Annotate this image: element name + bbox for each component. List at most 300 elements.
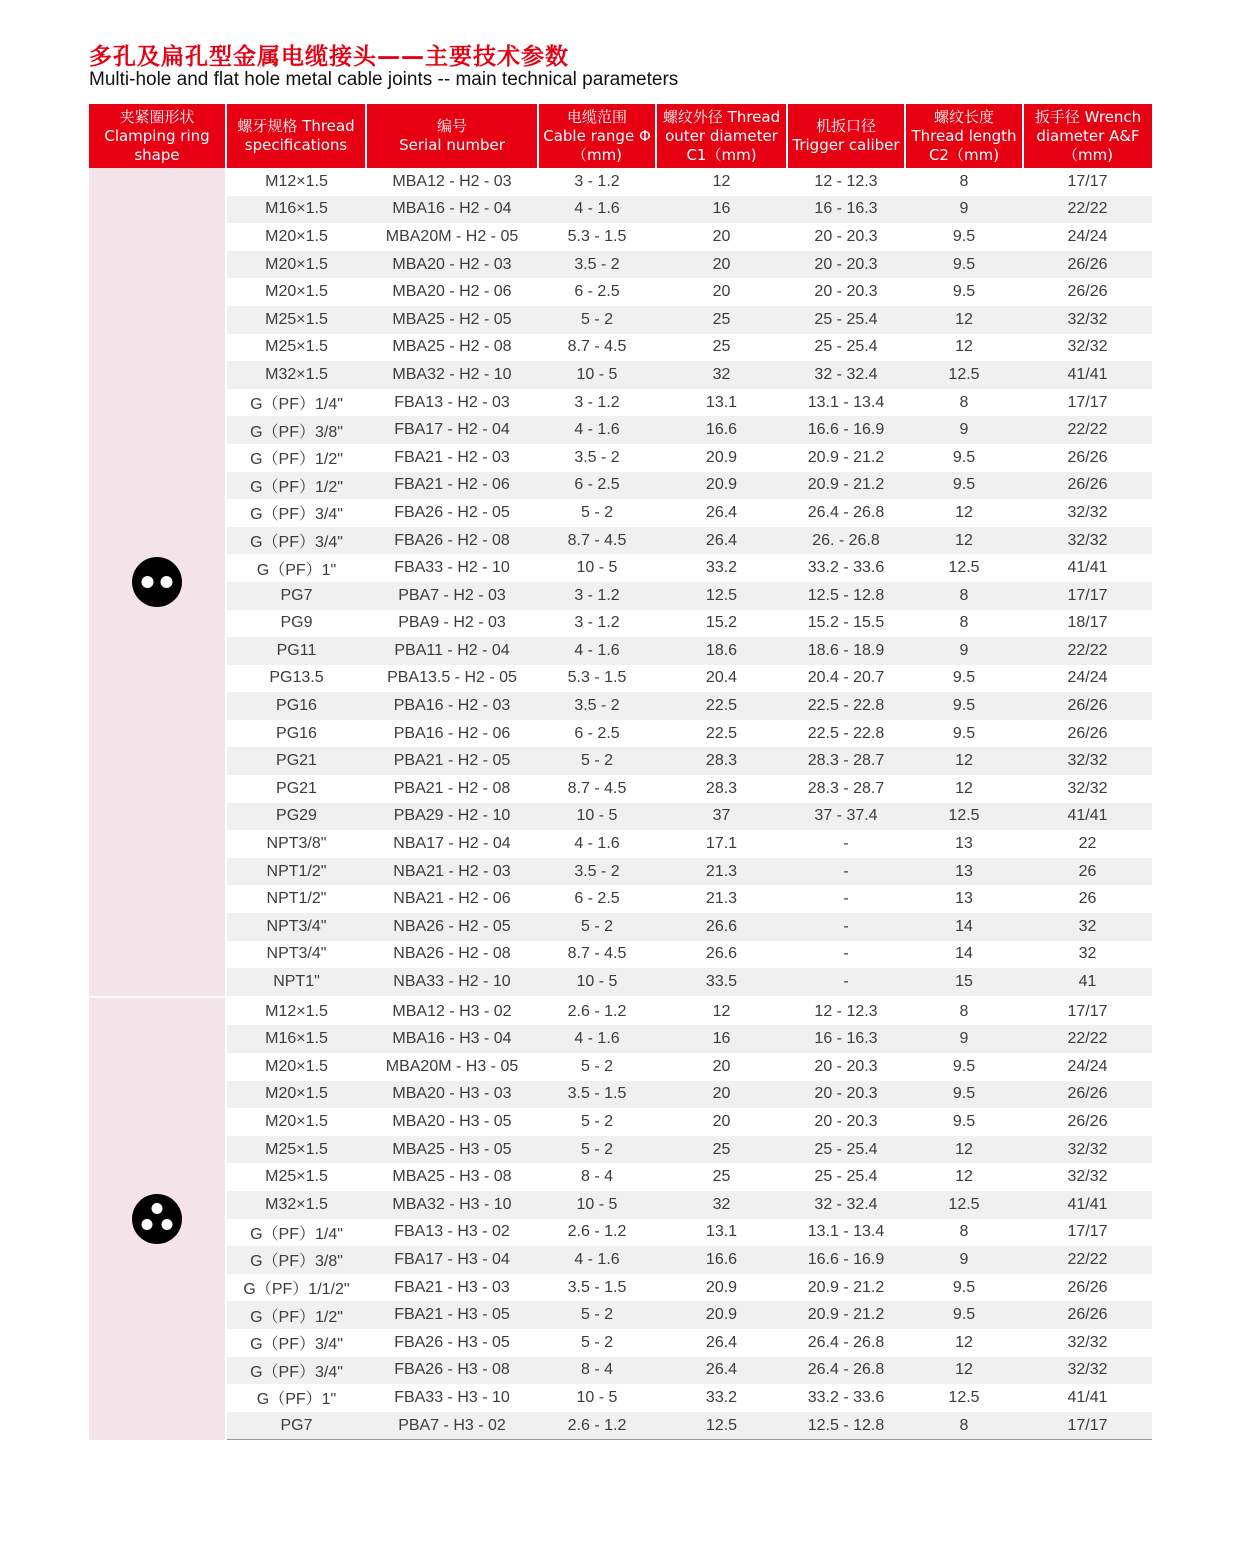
serial-number-cell: FBA26 - H2 - 08 (366, 527, 538, 555)
table-row (89, 747, 1152, 775)
cable-range-cell: 3.5 - 1.5 (538, 1081, 656, 1109)
outer-diameter-cell: 16 (656, 1025, 787, 1053)
cable-range-cell: 3.5 - 2 (538, 251, 656, 279)
wrench-diameter-cell: 17/17 (1023, 1412, 1152, 1440)
outer-diameter-cell: 20 (712, 1057, 731, 1075)
serial-number-cell: MBA32 - H3 - 10 (366, 1191, 538, 1219)
thread-spec-cell: NPT3/8" (266, 835, 327, 853)
outer-diameter-cell: 18.6 (656, 637, 787, 665)
table-row (89, 1301, 1152, 1329)
serial-number-cell: MBA25 - H2 - 08 (392, 338, 512, 356)
serial-number-cell: PBA9 - H2 - 03 (398, 614, 506, 632)
outer-diameter-cell: 20.4 (705, 669, 738, 687)
serial-number-cell: PBA21 - H2 - 05 (366, 747, 538, 775)
thread-spec-cell: NPT1" (226, 968, 366, 997)
outer-diameter-cell: 37 (656, 803, 787, 831)
serial-number-cell: NBA26 - H2 - 08 (393, 945, 511, 963)
cable-range-cell: 8.7 - 4.5 (567, 338, 627, 356)
trigger-caliber-cell: 20 - 20.3 (814, 227, 878, 245)
three-hole-icon (89, 1193, 225, 1245)
serial-number-cell: MBA20 - H2 - 03 (366, 251, 538, 279)
trigger-caliber-cell: 37 - 37.4 (787, 803, 905, 831)
table-row (89, 968, 1152, 997)
trigger-caliber-cell: 16 - 16.3 (787, 196, 905, 224)
table-row (89, 1219, 1152, 1247)
serial-number-cell: FBA33 - H2 - 10 (394, 559, 510, 577)
cable-range-cell: 5 - 2 (580, 1333, 613, 1351)
trigger-caliber-cell: 12 - 12.3 (787, 997, 905, 1026)
thread-length-cell: 9 (905, 196, 1023, 224)
trigger-caliber-cell: 22.5 - 22.8 (807, 724, 885, 742)
table-row (89, 1412, 1152, 1440)
serial-number-cell: FBA26 - H3 - 05 (394, 1333, 510, 1351)
cable-range-cell: 5 - 2 (580, 1057, 613, 1075)
thread-length-cell: 12 (905, 747, 1023, 775)
trigger-caliber-cell: 32 - 32.4 (787, 361, 905, 389)
outer-diameter-cell: 20.9 (705, 1278, 738, 1296)
wrench-diameter-cell: 22/22 (1023, 1025, 1152, 1053)
wrench-diameter-cell: 26/26 (1067, 1278, 1108, 1296)
thread-length-cell: 8 (959, 172, 969, 190)
table-row (89, 941, 1152, 969)
thread-spec-cell: G（PF）3/4" (226, 1357, 366, 1385)
table-row (89, 997, 1152, 1026)
thread-spec-cell: M25×1.5 (226, 1136, 366, 1164)
thread-spec-cell: M20×1.5 (265, 1057, 328, 1075)
outer-diameter-cell: 22.5 (705, 724, 738, 742)
shape-cell (89, 168, 226, 997)
wrench-diameter-cell: 26/26 (1067, 1112, 1108, 1130)
serial-number-cell: PBA16 - H2 - 06 (393, 724, 511, 742)
table-row (89, 1246, 1152, 1274)
trigger-caliber-cell: - (787, 968, 905, 997)
wrench-diameter-cell: 32/32 (1023, 527, 1152, 555)
thread-length-cell: 9.5 (952, 669, 976, 687)
thread-length-cell: 14 (955, 945, 973, 963)
cable-range-cell: 8.7 - 4.5 (567, 779, 627, 797)
trigger-caliber-cell: 25 - 25.4 (814, 1168, 878, 1186)
trigger-caliber-cell: 26.4 - 26.8 (787, 1357, 905, 1385)
cable-range-cell: 10 - 5 (576, 559, 618, 577)
wrench-diameter-cell: 32/32 (1067, 503, 1108, 521)
table-header-row (89, 104, 1152, 168)
outer-diameter-cell: 13.1 (705, 1223, 738, 1241)
thread-spec-cell: PG16 (226, 692, 366, 720)
thread-spec-cell: M25×1.5 (265, 338, 328, 356)
thread-length-cell: 15 (905, 968, 1023, 997)
table-row (89, 692, 1152, 720)
trigger-caliber-cell: 20 - 20.3 (814, 283, 878, 301)
outer-diameter-cell: 16.6 (656, 1246, 787, 1274)
cable-range-cell: 4 - 1.6 (538, 1246, 656, 1274)
wrench-diameter-cell: 41/41 (1023, 803, 1152, 831)
table-row (89, 720, 1152, 748)
trigger-caliber-cell: 13.1 - 13.4 (807, 1223, 885, 1241)
wrench-diameter-cell: 24/24 (1067, 227, 1108, 245)
serial-number-cell: NBA33 - H2 - 10 (366, 968, 538, 997)
wrench-diameter-cell: 32 (1078, 945, 1097, 963)
cable-range-cell: 5 - 2 (538, 306, 656, 334)
wrench-diameter-cell: 17/17 (1023, 582, 1152, 610)
table-row (89, 1053, 1152, 1081)
outer-diameter-cell: 33.2 (705, 1388, 738, 1406)
thread-length-cell: 9.5 (952, 227, 976, 245)
thread-length-cell: 9.5 (905, 1081, 1023, 1109)
serial-number-cell: MBA20 - H3 - 05 (392, 1112, 512, 1130)
table-row (89, 803, 1152, 831)
outer-diameter-cell: 20 (712, 227, 731, 245)
wrench-diameter-cell: 41/41 (1067, 1388, 1108, 1406)
serial-number-cell: MBA25 - H2 - 05 (366, 306, 538, 334)
trigger-caliber-cell: 13.1 - 13.4 (807, 393, 885, 411)
trigger-caliber-cell: 28.3 - 28.7 (787, 747, 905, 775)
thread-spec-cell: M20×1.5 (226, 1081, 366, 1109)
thread-length-cell: 9.5 (952, 448, 976, 466)
cable-range-cell: 6 - 2.5 (574, 724, 620, 742)
thread-length-cell: 12 (905, 527, 1023, 555)
outer-diameter-cell: 16.6 (656, 416, 787, 444)
cable-range-cell: 8.7 - 4.5 (567, 945, 627, 963)
page-title-cn: 多孔及扁孔型金属电缆接头——主要技术参数 (89, 44, 569, 70)
thread-length-cell: 9.5 (905, 251, 1023, 279)
wrench-diameter-cell: 41 (1023, 968, 1152, 997)
serial-number-cell: PBA11 - H2 - 04 (366, 637, 538, 665)
table-row (89, 168, 1152, 196)
table-row (89, 582, 1152, 610)
outer-diameter-cell: 13.1 (705, 393, 738, 411)
thread-spec-cell: PG21 (276, 779, 317, 797)
thread-spec-cell: PG21 (226, 747, 366, 775)
thread-length-cell: 12 (905, 1136, 1023, 1164)
outer-diameter-cell: 20.9 (656, 1301, 787, 1329)
serial-number-cell: NBA21 - H2 - 03 (366, 858, 538, 886)
table-row (89, 306, 1152, 334)
serial-number-cell: MBA20 - H2 - 06 (392, 283, 512, 301)
trigger-caliber-cell: 16.6 - 16.9 (787, 416, 905, 444)
thread-spec-cell: PG13.5 (269, 669, 324, 687)
table-row (89, 775, 1152, 803)
cable-range-cell: 3 - 1.2 (574, 172, 620, 190)
serial-number-cell: MBA32 - H2 - 10 (366, 361, 538, 389)
thread-spec-cell: M20×1.5 (265, 283, 328, 301)
outer-diameter-cell: 20 (656, 1081, 787, 1109)
table-row (89, 499, 1152, 527)
table-body (89, 168, 1152, 1440)
serial-number-cell: FBA26 - H2 - 05 (394, 503, 510, 521)
thread-spec-cell: NPT1/2" (266, 890, 327, 908)
table-row (89, 913, 1152, 941)
thread-spec-cell: M32×1.5 (226, 361, 366, 389)
outer-diameter-cell: 28.3 (656, 747, 787, 775)
wrench-diameter-cell: 41/41 (1023, 1191, 1152, 1219)
thread-spec-cell: G（PF）3/4" (226, 527, 366, 555)
thread-spec-cell: G（PF）1/4" (250, 396, 343, 414)
trigger-caliber-cell: - (843, 890, 849, 908)
thread-length-cell: 9 (905, 1025, 1023, 1053)
table-row (89, 858, 1152, 886)
cable-range-cell: 5 - 2 (538, 1301, 656, 1329)
wrench-diameter-cell: 18/17 (1067, 614, 1108, 632)
header-thread-specifications: 螺牙规格 Thread specifications (226, 104, 366, 168)
thread-spec-cell: G（PF）1/2" (226, 1301, 366, 1329)
outer-diameter-cell: 25 (656, 1136, 787, 1164)
serial-number-cell: MBA16 - H3 - 04 (366, 1025, 538, 1053)
thread-length-cell: 9.5 (952, 1112, 976, 1130)
header-serial-number: 编号 Serial number (366, 104, 538, 168)
table-row (89, 444, 1152, 472)
serial-number-cell: NBA26 - H2 - 05 (366, 913, 538, 941)
wrench-diameter-cell: 26/26 (1023, 251, 1152, 279)
thread-length-cell: 8 (959, 1223, 969, 1241)
cable-range-cell: 8 - 4 (538, 1357, 656, 1385)
cable-range-cell: 5.3 - 1.5 (567, 227, 627, 245)
thread-length-cell: 9.5 (952, 1057, 976, 1075)
thread-length-cell: 13 (955, 835, 973, 853)
thread-length-cell: 9 (905, 416, 1023, 444)
thread-length-cell: 12.5 (905, 361, 1023, 389)
trigger-caliber-cell: 12 - 12.3 (814, 172, 878, 190)
outer-diameter-cell: 26.6 (656, 913, 787, 941)
trigger-caliber-cell: 20 - 20.3 (814, 1112, 878, 1130)
trigger-caliber-cell: 26.4 - 26.8 (807, 1333, 885, 1351)
thread-spec-cell: NPT3/4" (226, 913, 366, 941)
cable-range-cell: 3.5 - 2 (538, 858, 656, 886)
cable-range-cell: 8 - 4 (580, 1168, 613, 1186)
table-row (89, 1357, 1152, 1385)
table-row (89, 223, 1152, 251)
table-row (89, 1108, 1152, 1136)
wrench-diameter-cell: 32/32 (1067, 1168, 1108, 1186)
thread-length-cell: 9.5 (905, 472, 1023, 500)
outer-diameter-cell: 20.9 (656, 472, 787, 500)
table-row (89, 196, 1152, 224)
wrench-diameter-cell: 17/17 (1067, 393, 1108, 411)
wrench-diameter-cell: 22/22 (1023, 196, 1152, 224)
table-row (89, 251, 1152, 279)
thread-spec-cell: NPT3/4" (266, 945, 327, 963)
thread-spec-cell: M12×1.5 (265, 172, 328, 190)
cable-range-cell: 4 - 1.6 (538, 1025, 656, 1053)
thread-length-cell: 8 (905, 582, 1023, 610)
thread-spec-cell: M32×1.5 (226, 1191, 366, 1219)
outer-diameter-cell: 21.3 (705, 890, 738, 908)
thread-spec-cell: G（PF）1" (256, 1391, 337, 1409)
cable-range-cell: 5 - 2 (580, 503, 613, 521)
wrench-diameter-cell: 17/17 (1023, 997, 1152, 1026)
outer-diameter-cell: 12.5 (656, 582, 787, 610)
thread-spec-cell: PG29 (226, 803, 366, 831)
thread-spec-cell: G（PF）1/2" (226, 472, 366, 500)
trigger-caliber-cell: 16.6 - 16.9 (787, 1246, 905, 1274)
outer-diameter-cell: 16 (656, 196, 787, 224)
serial-number-cell: MBA25 - H3 - 05 (366, 1136, 538, 1164)
serial-number-cell: NBA21 - H2 - 06 (393, 890, 511, 908)
serial-number-cell: PBA16 - H2 - 03 (366, 692, 538, 720)
outer-diameter-cell: 12.5 (656, 1412, 787, 1440)
outer-diameter-cell: 26.4 (656, 527, 787, 555)
table-row (89, 278, 1152, 306)
wrench-diameter-cell: 17/17 (1067, 1223, 1108, 1241)
serial-number-cell: MBA25 - H3 - 08 (392, 1168, 512, 1186)
thread-length-cell: 9.5 (952, 1278, 976, 1296)
serial-number-cell: PBA21 - H2 - 08 (393, 779, 511, 797)
trigger-caliber-cell: 28.3 - 28.7 (807, 779, 885, 797)
wrench-diameter-cell: 26 (1023, 858, 1152, 886)
thread-length-cell: 8 (959, 393, 969, 411)
table-row (89, 416, 1152, 444)
cable-range-cell: 10 - 5 (538, 1191, 656, 1219)
wrench-diameter-cell: 26/26 (1023, 472, 1152, 500)
cable-range-cell: 5 - 2 (538, 913, 656, 941)
wrench-diameter-cell: 26/26 (1067, 724, 1108, 742)
thread-spec-cell: G（PF）1/2" (250, 451, 343, 469)
trigger-caliber-cell: 18.6 - 18.9 (787, 637, 905, 665)
trigger-caliber-cell: - (843, 835, 849, 853)
trigger-caliber-cell: 20 - 20.3 (814, 1057, 878, 1075)
thread-length-cell: 12 (905, 1357, 1023, 1385)
thread-length-cell: 12.5 (905, 803, 1023, 831)
thread-spec-cell: G（PF）3/4" (250, 1336, 343, 1354)
table-row (89, 610, 1152, 638)
thread-length-cell: 12 (955, 779, 973, 797)
serial-number-cell: MBA16 - H2 - 04 (366, 196, 538, 224)
thread-spec-cell: PG9 (280, 614, 313, 632)
table-row (89, 637, 1152, 665)
trigger-caliber-cell: 15.2 - 15.5 (807, 614, 885, 632)
table-row (89, 334, 1152, 362)
outer-diameter-cell: 26.4 (656, 1357, 787, 1385)
thread-spec-cell: G（PF）1/4" (250, 1225, 343, 1243)
thread-length-cell: 12.5 (905, 1191, 1023, 1219)
thread-length-cell: 8 (905, 997, 1023, 1026)
thread-length-cell: 9 (905, 637, 1023, 665)
outer-diameter-cell: 15.2 (705, 614, 738, 632)
outer-diameter-cell: 26.4 (705, 1333, 738, 1351)
thread-length-cell: 12.5 (948, 559, 980, 577)
thread-spec-cell: M12×1.5 (226, 997, 366, 1026)
trigger-caliber-cell: 16 - 16.3 (787, 1025, 905, 1053)
spec-table (89, 104, 1152, 1440)
trigger-caliber-cell: - (787, 858, 905, 886)
outer-diameter-cell: 25 (656, 306, 787, 334)
trigger-caliber-cell: 20 - 20.3 (787, 251, 905, 279)
table-row (89, 885, 1152, 913)
cable-range-cell: 3.5 - 1.5 (567, 1278, 627, 1296)
wrench-diameter-cell: 22 (1078, 835, 1097, 853)
wrench-diameter-cell: 17/17 (1067, 172, 1108, 190)
cable-range-cell: 4 - 1.6 (574, 835, 620, 853)
thread-length-cell: 8 (905, 1412, 1023, 1440)
outer-diameter-cell: 22.5 (656, 692, 787, 720)
wrench-diameter-cell: 32/32 (1023, 747, 1152, 775)
table-row (89, 1329, 1152, 1357)
cable-range-cell: 4 - 1.6 (538, 196, 656, 224)
trigger-caliber-cell: 26. - 26.8 (787, 527, 905, 555)
cable-range-cell: 2.6 - 1.2 (567, 1223, 627, 1241)
wrench-diameter-cell: 32/32 (1067, 338, 1108, 356)
wrench-diameter-cell: 26/26 (1023, 692, 1152, 720)
thread-length-cell: 14 (905, 913, 1023, 941)
table-row (89, 1081, 1152, 1109)
wrench-diameter-cell: 26/26 (1023, 1301, 1152, 1329)
wrench-diameter-cell: 26/26 (1023, 1081, 1152, 1109)
cable-range-cell: 4 - 1.6 (538, 416, 656, 444)
wrench-diameter-cell: 26 (1078, 890, 1097, 908)
outer-diameter-cell: 21.3 (656, 858, 787, 886)
serial-number-cell: FBA17 - H3 - 04 (366, 1246, 538, 1274)
thread-spec-cell: NPT1/2" (226, 858, 366, 886)
table-row (89, 472, 1152, 500)
outer-diameter-cell: 20 (712, 1112, 731, 1130)
cable-range-cell: 6 - 2.5 (574, 283, 620, 301)
table-row (89, 1384, 1152, 1412)
wrench-diameter-cell: 26/26 (1067, 448, 1108, 466)
trigger-caliber-cell: 12.5 - 12.8 (787, 1412, 905, 1440)
thread-spec-cell: PG7 (226, 1412, 366, 1440)
outer-diameter-cell: 20 (656, 251, 787, 279)
wrench-diameter-cell: 41/41 (1023, 361, 1152, 389)
thread-spec-cell: M25×1.5 (265, 1168, 328, 1186)
thread-spec-cell: M25×1.5 (226, 306, 366, 334)
trigger-caliber-cell: 33.2 - 33.6 (807, 559, 885, 577)
header-cable-range: 电缆范围 Cable range Φ（mm) (538, 104, 656, 168)
wrench-diameter-cell: 32/32 (1067, 1333, 1108, 1351)
thread-length-cell: 9.5 (952, 283, 976, 301)
serial-number-cell: FBA13 - H2 - 03 (394, 393, 510, 411)
thread-length-cell: 8 (959, 614, 969, 632)
header-thread-outer-diameter: 螺纹外径 Thread outer diameter C1（mm) (656, 104, 787, 168)
cable-range-cell: 3.5 - 2 (538, 692, 656, 720)
wrench-diameter-cell: 22/22 (1023, 416, 1152, 444)
wrench-diameter-cell: 22/22 (1023, 637, 1152, 665)
wrench-diameter-cell: 24/24 (1067, 669, 1108, 687)
table-row (89, 1163, 1152, 1191)
serial-number-cell: PBA7 - H3 - 02 (366, 1412, 538, 1440)
thread-spec-cell: G（PF）1" (256, 561, 337, 579)
serial-number-cell: FBA33 - H3 - 10 (394, 1388, 510, 1406)
wrench-diameter-cell: 22/22 (1023, 1246, 1152, 1274)
serial-number-cell: FBA21 - H2 - 06 (366, 472, 538, 500)
cable-range-cell: 2.6 - 1.2 (538, 1412, 656, 1440)
thread-length-cell: 12 (955, 338, 973, 356)
cable-range-cell: 8.7 - 4.5 (538, 527, 656, 555)
trigger-caliber-cell: - (843, 945, 849, 963)
header-clamping-ring-shape: 夹紧圈形状 Clamping ring shape (89, 104, 226, 168)
cable-range-cell: 10 - 5 (576, 1388, 618, 1406)
wrench-diameter-cell: 32/32 (1023, 1136, 1152, 1164)
serial-number-cell: MBA20 - H3 - 03 (366, 1081, 538, 1109)
cable-range-cell: 5 - 2 (580, 1112, 613, 1130)
cable-range-cell: 2.6 - 1.2 (538, 997, 656, 1026)
thread-spec-cell: PG16 (276, 724, 317, 742)
wrench-diameter-cell: 32 (1023, 913, 1152, 941)
cable-range-cell: 5 - 2 (538, 1136, 656, 1164)
header-thread-length: 螺纹长度 Thread length C2（mm) (905, 104, 1023, 168)
two-hole-icon (89, 556, 225, 608)
trigger-caliber-cell: 26.4 - 26.8 (807, 503, 885, 521)
thread-length-cell: 12 (955, 1333, 973, 1351)
table-row (89, 665, 1152, 693)
trigger-caliber-cell: 25 - 25.4 (787, 1136, 905, 1164)
serial-number-cell: MBA20M - H2 - 05 (385, 227, 519, 245)
thread-length-cell: 9.5 (952, 724, 976, 742)
outer-diameter-cell: 12 (712, 172, 731, 190)
thread-length-cell: 9.5 (905, 692, 1023, 720)
header-trigger-caliber: 机扳口径 Trigger caliber (787, 104, 905, 168)
serial-number-cell: FBA21 - H3 - 05 (366, 1301, 538, 1329)
wrench-diameter-cell: 32/32 (1023, 306, 1152, 334)
serial-number-cell: NBA17 - H2 - 04 (393, 835, 511, 853)
